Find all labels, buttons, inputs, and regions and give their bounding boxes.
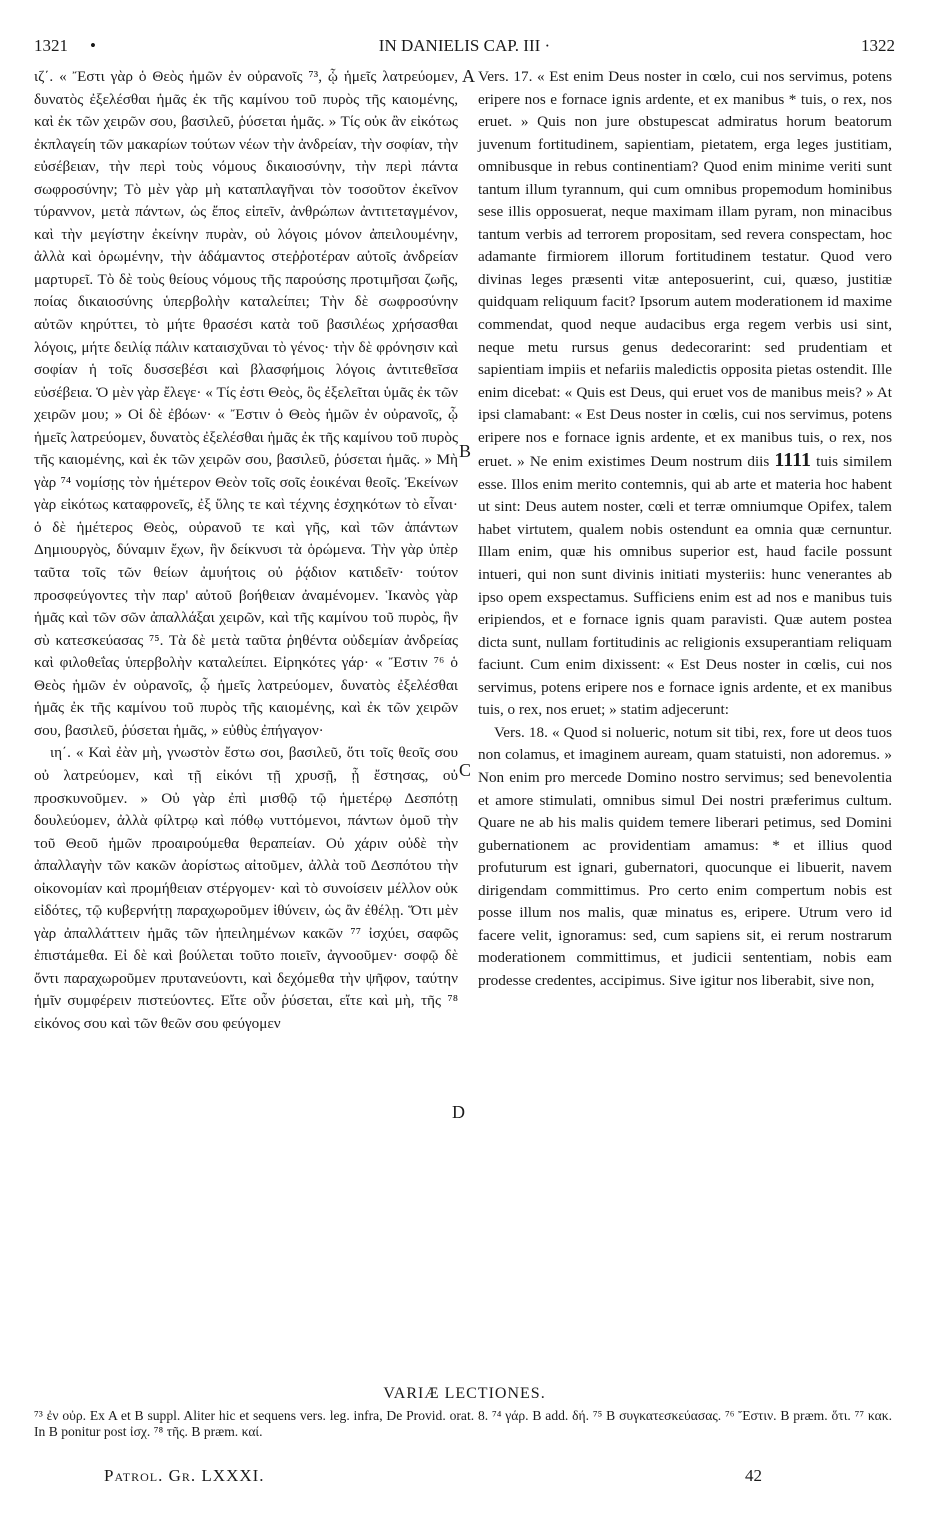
margin-letter-a: A [462,66,475,86]
latin-column [478,66,892,1384]
margin-letter-c: C [459,760,472,780]
left-column-number: 1321 [34,36,68,55]
greek-column [34,66,458,1384]
variae-lectiones-text: ⁷³ ἐν οὐρ. Ex A et B suppl. Aliter hic et sequens vers. leg. infra, De Provid. orat. 8. ⁷⁴ γάρ. B add. δή. ⁷⁵ B συγκατεσκεύασας. ⁷⁶ Ἔστιν. B præm. ὅτι. ⁷⁷ κακ. In B ponitur post ἰσχ. ⁷⁸ τῆς. B præm. καί. [34,1408,892,1439]
running-header [34,36,895,60]
greek-paragraph-17: ιζ΄. « Ἔστι γὰρ ὁ Θεὸς ἡμῶν ἐν οὐρανοῖς ⁷³, ᾧ ἡμεῖς λατρεύομεν, δυνατὸς ἐξελέσθαι ἡμᾶς ἐκ τῆς καμίνου τοῦ πυρὸς τῆς καιομένης, καὶ ἐκ τῶν χειρῶν σου, βασιλεῦ, ῥύσεται ἡμᾶς. » Τίς οὐκ ἂν εἰκότως ἐκπλαγείη τῶν μακαρίων τούτων νέων τὴν ἀνδρείαν, τὴν σοφίαν, τὴν εὐσέβειαν, τὴν περὶ τοὺς νόμους δικαιοσύνην, τὴν περὶ πάντα σωφροσύνην; Τὸ μὲν γὰρ μὴ καταπλαγῆναι τὸν τοσοῦτον ἐκεῖνον τύραννον, μετὰ πάντων, ὡς ἔπος εἰπεῖν, ἀνθρώπων ἀντιτεταγμένον, καὶ τὴν μεγίστην ἐκείνην πυρὰν, οὐ λόγοις μόνον ἀπειλουμένην, ἀλλὰ καὶ ὁρωμένην, τὴν ἀδάμαντος στεῤῥοτέραν αὐτοῖς ἀνδρείαν μαρτυρεῖ. Τὸ δὲ τοὺς θείους νόμους τῆς παρούσης προτιμῆσαι ζωῆς, ποίας δικαιοσύνης ὑπερβολὴν καταλείπει; Τὴν δὲ σωφροσύνην αὐτῶν κηρύττει, τὸ μήτε θρασέσι κατὰ τοῦ βασιλέως χρήσασθαι λόγοις, μήτε δειλίᾳ πάλιν καταισχῦναι τὸ γένος· τὴν δὲ φρόνησιν καὶ σοφίαν ἡ τοῖς δυσσεβέσι καὶ βλασφήμοις λόγοις ἀντιτεθεῖσα εὐσέβεια. Ὁ μὲν γὰρ ἔλεγε· « Τίς ἐστι Θεὸς, ὃς ἐξελεῖται ὑμᾶς ἐκ τῶν χειρῶν μου; » Οἱ δὲ ἐβόων· « Ἔστιν ὁ Θεὸς ἡμῶν ἐν οὐρανοῖς, ᾧ ἡμεῖς λατρεύομεν, δυνατὸς ἐξελέσθαι ἡμᾶς ἐκ τῆς καμίνου τοῦ πυρὸς τῆς καιομένης, καὶ ἐκ τῶν χειρῶν σου, βασιλεῦ, ῥύσεται ἡμᾶς. » Μὴ γὰρ ⁷⁴ νομίσῃς τὸν ἡμέτερον Θεὸν τοῖς σοῖς ἐοικέναι θεοῖς. Ἐκείνων γὰρ εἰκότως καταφρονεῖς, ἐξ ὕλης τε καὶ τέχνης ἐσχηκότων τὸ εἶναι· ὁ δὲ ἡμέτερος Θεὸς, οὐρανοῦ τε καὶ γῆς, καὶ τῶν ἁπάντων Δημιουργὸς, δύναμιν ἔχων, ἣν δείκνυσι τὰ ὁρώμενα. Τὴν γὰρ ὑπὲρ ταῦτα τοῖς τῶν θείων ἀμυήτοις οὐ ῥᾴδιον κατιδεῖν· τούτον προσφεύγοντες τὴν παρ' αὐτοῦ βοήθειαν ἀναμένομεν. Ἱκανὸς γὰρ ἡμᾶς καὶ τῶν σῶν ἀπαλλάξαι χειρῶν, καὶ τῆς καμίνου τοῦ πυρὸς, ἣν σὺ κατεσκεύασας ⁷⁵. Τὰ δὲ μετὰ ταῦτα ῥηθέντα οὐδεμίαν ἀνδρείας καὶ φιλοθεΐας ὑπερβολὴν καταλείπει. Εἰρηκότες γάρ· « Ἔστιν ⁷⁶ ὁ Θεὸς ἡμῶν ἐν οὐρανοῖς, ᾧ ἡμεῖς λατρεύομεν, δυνατὸς ἐξελέσθαι ἡμᾶς ἐκ τῆς καμίνου τοῦ πυρὸς τῆς καιομένης, καὶ ἐκ τῶν χειρῶν σου, βασιλεῦ, ῥύσεται ἡμᾶς, » εὐθὺς ἐπήγαγον· [34,68,458,739]
footer-signature: 42 [745,1466,762,1485]
latin-text-part-2: tuis similem esse. Illos enim merito contemnis, qui ab arte et materia hoc habent ut sint: Deus autem noster, cœli et terræ omniumque Opifex, talem habet virtutem, qualem nobis ostendunt ea omnia quæ cernuntur. Illam enim, quæ his omnibus superior est, haud facile possunt intueri, qui non sunt divinis initiati mysteriis: hunc venerantes ab ipso opem exspectamus. Sufficiens enim est ad nos e manibus tuis eripiendos, et e fornace ignis quam paravisti. Quæ autem postea dicta sunt, nullam fortitudinis ac religionis exsuperantiam reliquam faciunt. Cum enim dixissent: « Est Deus noster in cœlis, cui nos servimus, potens eripere nos e fornace ignis ardente, et ex manibus tuis, o rex, nos eruet; » statim adjecerunt: [478,453,893,719]
header-mark: • [90,36,96,55]
latin-text-part-1: Vers. 17. « Est enim Deus noster in cœlo, cui nos servimus, potens eripere nos e fornace ignis ardente, et ex manibus * tuis, o rex, nos eruet. » Quis non jure obstupescat admiratus horum beatorum juvenum fortitudinem, sapientiam, pietatem, erga leges justitiam, omnibusque in rebus continentiam? Quod enim minime veriti sunt tantum illum tyrannum, qui cum omnibus propemodum hominibus sese illis opposuerat, neque maximam illam pyram, non minacibus tantum verbis ad terrorem propositam, sed revera conspectam, hoc adamante firmiorem illorum fortitudinem testatur. Quod vero divinas leges præsenti vitæ anteposuerint, cui, quæso, justitiæ quidquam reliquum facit? Ipsorum autem moderationem id maxime commendat, quod neque audacibus erga regem verbis usi sint, neque metu rursus genus dedecorarint: sed prudentiam et sapientiam impiis et nefariis maledictis opposita pietas ostendit. Ille enim dicebat: « Quis est Deus, qui eruet vos de manibus meis? » At ipsi clamabant: « Est Deus noster in cœlis, cui nos servimus, potens eripere nos e fornace ignis ardente, et ex manibus tuis, o rex, nos eruet. » Ne enim existimes Deum nostrum diis [478,68,892,471]
right-column-number: 1322 [861,36,895,55]
latin-paragraph-18: Vers. 18. « Quod si nolueric, notum sit tibi, rex, fore ut deos tuos non colamus, et imaginem auream, quam statuisti, non adoremus. » Non enim pro mercede Domino nostro servimus; sed benevolentia et amore stimulati, omnibus simul Dei nostri præferimus cultum. Quare ne ab his malis quidem temere liberari petimus, sed Domini gubernationem ac providentiam amamus: * et illius quod profuturum est ignari, gubernatori, quocunque ei libuerit, navem dirigendam committimus. Pro certo enim compertum nobis est posse illum nos malis, quæ minatus es, eripere. Utrum vero id facere velit, ignoramus: sed, cum sapiens sit, ei rerum nostrarum moderationem committimus, et judicii sententiam, nobis eam prodesse credentes, accipimus. Sive igitur nos liberabit, sive non, [478,723,892,989]
column-marker: 1111 [774,449,812,472]
greek-paragraph-18: ιη΄. « Καὶ ἐὰν μὴ, γνωστὸν ἔστω σοι, βασιλεῦ, ὅτι τοῖς θεοῖς σου οὐ λατρεύομεν, καὶ τῇ εἰκόνι τῇ χρυσῇ, ᾗ ἔστησας, οὐ προσκυνοῦμεν. » Οὐ γὰρ ἐπὶ μισθῷ τῷ ἡμετέρῳ Δεσπότῃ δουλεύομεν, ἀλλὰ φίλτρῳ καὶ πόθῳ νυττόμενοι, πάντων ὁμοῦ τὴν τοῦ Θεοῦ ἡμῶν προαιρούμεθα θεραπείαν. Οὐ χάριν οὐδὲ τὴν ἀπαλλαγὴν τῶν κακῶν ἀορίστως αἰτοῦμεν, ἀλλὰ τοῦ Δεσπότου τὴν οἰκονομίαν καὶ προμήθειαν στέργομεν· καὶ τὸ συνοίσειν μέλλον οὐκ εἰδότες, τῷ κυβερνήτῃ παραχωροῦμεν ἰθύνειν, ὡς ἂν ἐθέλῃ. Ὅτι μὲν γὰρ ἀπαλλάττειν ἡμᾶς τῶν ἠπειλημένων κακῶν ⁷⁷ ἰσχύει, σαφῶς ἐπιστάμεθα. Εἰ δὲ καὶ βούλεται τοῦτο ποιεῖν, ἀγνοοῦμεν· σοφῷ δὲ ὄντι παραχωροῦμεν πρυτανεύοντι, καὶ δεχόμεθα τὴν ψῆφον, ταύτην ἡμῖν συμφέρειν πιστεύοντες. Εἴτε οὖν ῥύσεται, εἴτε καὶ μὴ, τῆς ⁷⁸ εἰκόνος σου καὶ τῶν θεῶν σου φεύγομεν [34,744,458,1032]
latin-paragraph-17 [478,66,892,722]
margin-letter-b: B [459,441,472,461]
variae-lectiones-title: VARIÆ LECTIONES. [383,1385,546,1402]
footer-series: Patrol. Gr. LXXXI. [104,1466,265,1485]
running-title: IN DANIELIS CAP. III · [378,36,551,55]
margin-letter-d: D [452,1102,465,1122]
